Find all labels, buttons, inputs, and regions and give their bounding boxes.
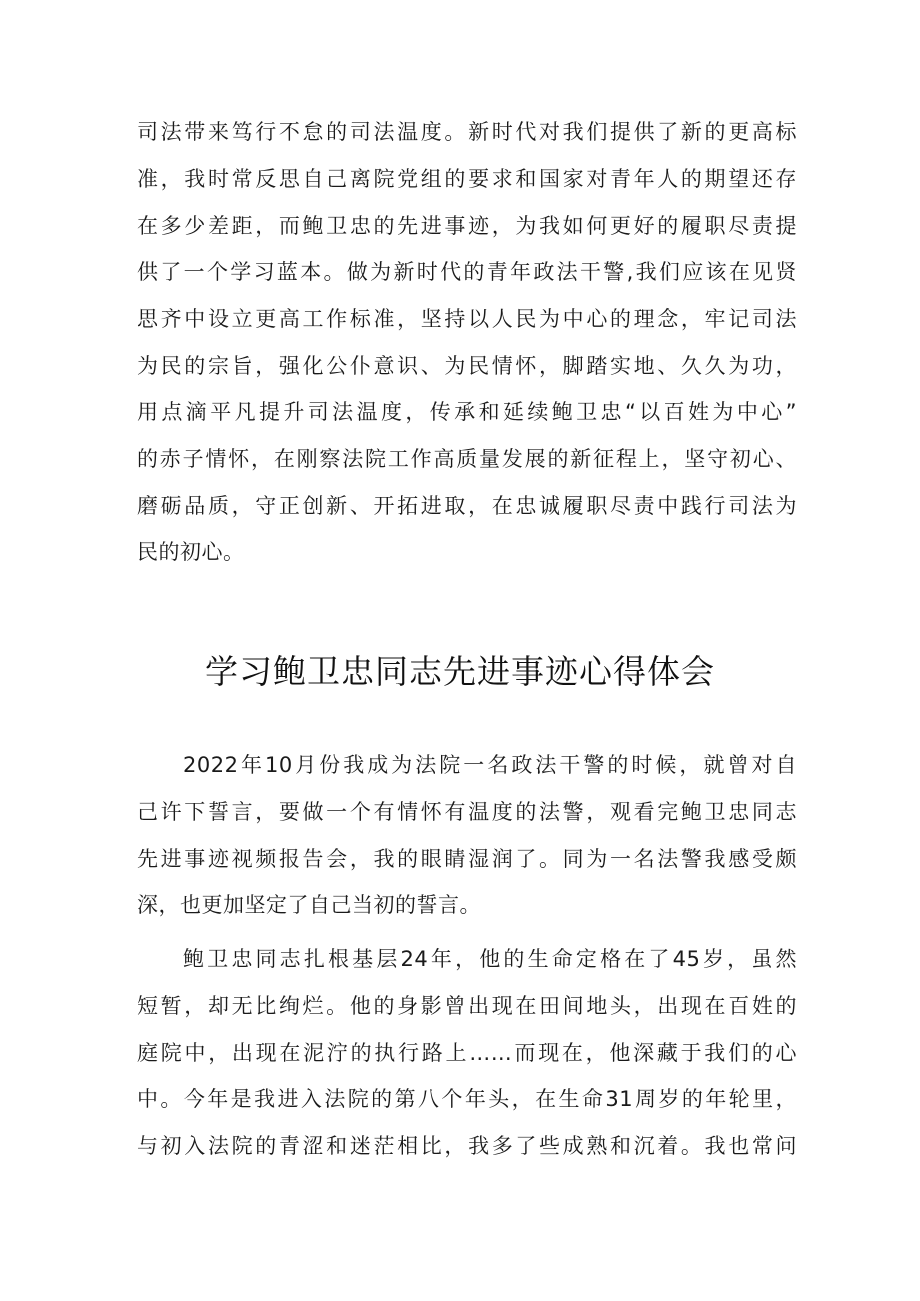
- text-line: 用点滴平凡提升司法温度，传承和延续鲍卫忠“以百姓为中心”: [137, 400, 797, 424]
- text-line: 与初入法院的青涩和迷茫相比，我多了些成熟和沉着。我也常问: [137, 1134, 797, 1158]
- text-line: 在多少差距，而鲍卫忠的先进事迹，为我如何更好的履职尽责提: [137, 214, 797, 238]
- text-line: 己许下誓言，要做一个有情怀有温度的法警，观看完鲍卫忠同志: [137, 800, 797, 824]
- text-line: 庭院中，出现在泥泞的执行路上……而现在，他深藏于我们的心: [137, 1041, 797, 1065]
- text-line: 磨砺品质，守正创新、开拓进取，在忠诚履职尽责中践行司法为: [137, 494, 797, 518]
- text-line: 深，也更加坚定了自己当初的誓言。: [137, 893, 481, 917]
- text-line: 供了一个学习蓝本。做为新时代的青年政法干警,我们应该在见贤: [137, 260, 797, 284]
- text-line: 的赤子情怀，在刚察法院工作高质量发展的新征程上，坚守初心、: [137, 447, 797, 471]
- article-title: 学习鲍卫忠同志先进事迹心得体会: [205, 652, 715, 691]
- text-line: 为民的宗旨，强化公仆意识、为民情怀，脚踏实地、久久为功，: [137, 354, 797, 378]
- text-line: 鲍卫忠同志扎根基层24年，他的生命定格在了45岁，虽然: [183, 947, 797, 971]
- text-line: 准，我时常反思自己离院党组的要求和国家对青年人的期望还存: [137, 167, 797, 191]
- text-line: 司法带来笃行不怠的司法温度。新时代对我们提供了新的更高标: [137, 120, 797, 144]
- text-line: 先进事迹视频报告会，我的眼睛湿润了。同为一名法警我感受颇: [137, 847, 797, 871]
- text-line: 2022年10月份我成为法院一名政法干警的时候，就曾对自: [183, 753, 797, 777]
- text-line: 中。今年是我进入法院的第八个年头，在生命31周岁的年轮里，: [137, 1087, 797, 1111]
- text-line: 短暂，却无比绚烂。他的身影曾出现在田间地头，出现在百姓的: [137, 994, 797, 1018]
- text-line: 民的初心。: [137, 540, 245, 564]
- text-line: 思齐中设立更高工作标准，坚持以人民为中心的理念，牢记司法: [137, 307, 797, 331]
